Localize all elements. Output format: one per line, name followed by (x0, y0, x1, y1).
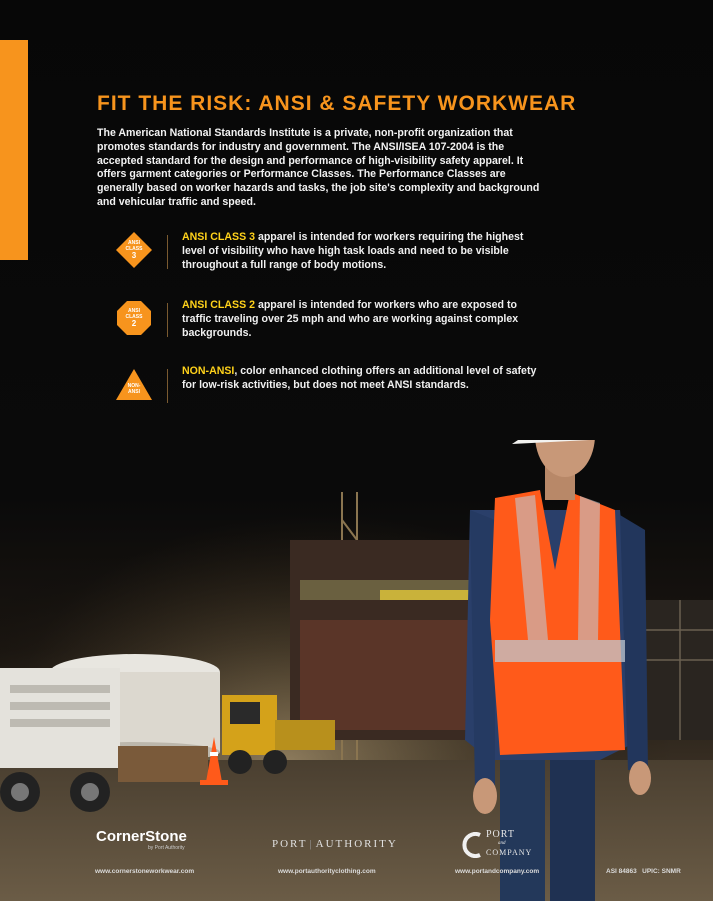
port-authority-logo: PORT | AUTHORITY (272, 838, 398, 850)
non-ansi-triangle-icon (115, 365, 153, 403)
badge-line1: ANSI (128, 240, 140, 246)
class-item-non-ansi (115, 365, 542, 403)
badge-line2: CLASS (125, 314, 143, 320)
cornerstone-logo-text: CornerStone (96, 828, 187, 845)
port-company-logo-and: and (498, 841, 506, 846)
badge-line2: CLASS (125, 246, 143, 252)
class-item-3 (115, 231, 542, 272)
page-title: FIT THE RISK: ANSI & SAFETY WORKWEAR (97, 92, 577, 115)
class-highlight: NON-ANSI (182, 365, 235, 377)
class-highlight: ANSI CLASS 3 (182, 231, 255, 243)
cornerstone-sub: by Port Authority (148, 845, 185, 851)
cornerstone-logo (96, 828, 187, 851)
port-company-logo-a: PORT (486, 829, 515, 840)
class-description (182, 365, 542, 393)
port-authority-url[interactable]: www.portauthorityclothing.com (278, 868, 376, 875)
orange-side-tab (0, 40, 28, 260)
ansi-class-2-octagon-icon (115, 299, 153, 337)
generator-trailer (0, 668, 120, 768)
class-description (182, 299, 542, 340)
port-company-mark-icon (462, 832, 484, 858)
product-code: ASI 84863 UPIC: SNMR (606, 868, 681, 875)
badge-number: 3 (131, 251, 137, 260)
class-text: apparel is intended for workers requiring the highest level of visibility who have high task loads and need to be visible throughout a full range of body motions. (182, 231, 524, 271)
class-item-2 (115, 299, 542, 340)
badge-line1: ANSI (128, 308, 140, 314)
port-authority-logo-a: PORT (272, 838, 308, 850)
cornerstone-url[interactable]: www.cornerstoneworkwear.com (95, 868, 195, 875)
class-text: , color enhanced clothing offers an additional level of safety for low-risk activities, but does not meet ANSI standards. (182, 365, 537, 391)
badge-line2: ANSI (128, 389, 140, 395)
port-company-logo-b: COMPANY (486, 848, 533, 857)
divider (167, 369, 168, 403)
port-authority-logo-b: AUTHORITY (315, 838, 398, 850)
class-description (182, 231, 542, 272)
footer (0, 828, 713, 901)
badge-line1: NON- (127, 383, 141, 389)
class-text: apparel is intended for workers who are exposed to traffic traveling over 25 mph and who are working against complex backgrounds. (182, 299, 519, 339)
badge-number: 2 (131, 319, 137, 328)
intro-paragraph: The American National Standards Institute is a private, non-profit organization that promotes standards for industry and government. The ANSI/ISEA 107-2004 is the accepted standard for the design and performance of high-visibility safety apparel. It offers garment categories or Performance Classes. The Performance Classes are generally based on worker hazards and tasks, the job site's complexity and background and vehicular traffic and speed. (97, 127, 540, 208)
ansi-class-3-diamond-icon (115, 231, 153, 269)
class-highlight: ANSI CLASS 2 (182, 299, 255, 311)
divider (167, 235, 168, 269)
divider (167, 303, 168, 337)
port-company-url[interactable]: www.portandcompany.com (455, 868, 540, 875)
